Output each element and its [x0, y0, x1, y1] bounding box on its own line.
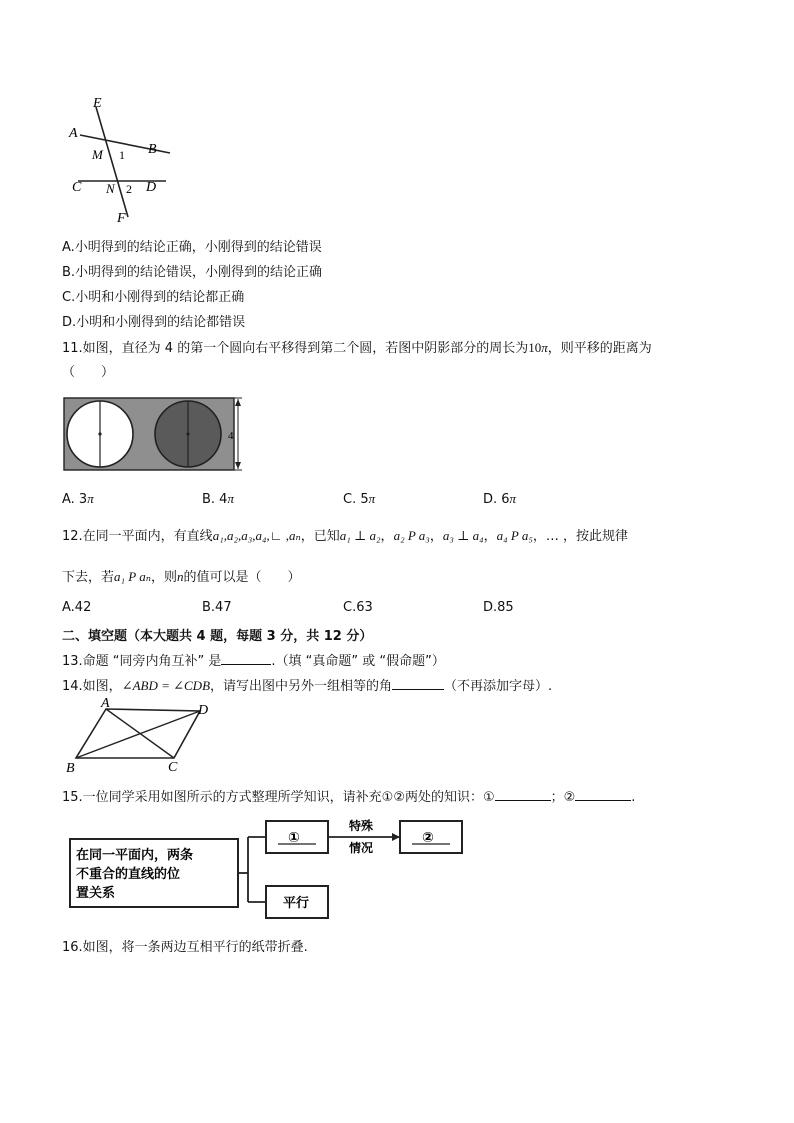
- q15-blank-2[interactable]: [575, 788, 631, 801]
- label-C: C: [72, 180, 82, 195]
- parallel-box-label: 平行: [283, 896, 310, 911]
- label-E: E: [93, 96, 102, 111]
- q12-stem-line2: 下去，若a₁ P aₙ，则n的值可以是（ ）: [62, 569, 301, 585]
- special-case-line-2: 情况: [349, 841, 374, 855]
- q11-paren: （ ）: [62, 365, 115, 380]
- label-D: D: [146, 180, 157, 195]
- q14-answer-blank[interactable]: [392, 677, 444, 690]
- label-N: N: [106, 181, 115, 196]
- q10-option-d: D.小明和小刚得到的结论都错误: [62, 315, 246, 330]
- section-heading: 二、填空题（本大题共 4 题，每题 3 分，共 12 分）: [62, 629, 373, 644]
- q12-option-a: A.42: [62, 600, 92, 615]
- label-A: A: [101, 696, 110, 711]
- q15: 15.一位同学采用如图所示的方式整理所学知识，请补充①②两处的知识：① ；② .: [62, 790, 636, 805]
- label-A: A: [69, 126, 78, 141]
- label-M: M: [92, 147, 103, 162]
- label-B: B: [66, 761, 75, 776]
- q13-answer-blank[interactable]: [221, 652, 271, 665]
- q12-option-c: C.63: [343, 600, 373, 615]
- q12-option-b: B.47: [202, 600, 232, 615]
- q11-stem: 11.如图，直径为 4 的第一个圆向右平移得到第二个圆，若图中阴影部分的周长为10π，则平移的距离为: [62, 340, 652, 356]
- q10-option-a: A.小明得到的结论正确，小刚得到的结论错误: [62, 240, 322, 255]
- knowledge-diagram-q15: [62, 813, 472, 925]
- label-C: C: [168, 760, 178, 775]
- q14: 14.如图，∠ABD = ∠CDB，请写出图中另外一组相等的角 （不再添加字母）.: [62, 678, 553, 694]
- q11-option-c: C. 5π: [343, 491, 376, 507]
- q11-option-a: A. 3π: [62, 491, 94, 507]
- parallelogram-figure-q14: [62, 696, 222, 776]
- q10-option-c: C.小明和小刚得到的结论都正确: [62, 290, 245, 305]
- q11-option-b: B. 4π: [202, 491, 234, 507]
- box-1-label: ①: [288, 830, 300, 846]
- main-box-line-1: 在同一平面内，两条: [76, 848, 194, 863]
- q13: 13.命题 “同旁内角互补” 是 .（填 “真命题” 或 “假命题”）: [62, 654, 445, 669]
- label-1: 1: [119, 148, 125, 162]
- label-2: 2: [126, 182, 132, 196]
- q15-blank-1[interactable]: [495, 788, 551, 801]
- label-D: D: [198, 703, 209, 718]
- q11-option-d: D. 6π: [483, 491, 517, 507]
- label-B: B: [148, 142, 157, 157]
- q16: 16.如图，将一条两边互相平行的纸带折叠.: [62, 940, 308, 955]
- special-case-line-1: 特殊: [349, 819, 374, 833]
- angle-figure-q10: [66, 95, 176, 225]
- circles-figure-q11: [62, 393, 248, 475]
- main-box-line-3: 置关系: [76, 886, 116, 901]
- q12-stem-line1: 12.在同一平面内，有直线a₁,a₂,a₃,a₄,∟ ,aₙ，已知a₁ ⊥ a₂，a₂ P a₃，a₃ ⊥ a₄，a₄ P a₅，… ，按此规律: [62, 528, 628, 544]
- label-F: F: [117, 211, 126, 225]
- dimension-4: 4: [228, 430, 234, 442]
- box-2-label: ②: [422, 830, 434, 846]
- main-box-line-2: 不重合的直线的位: [76, 867, 181, 882]
- q12-option-d: D.85: [483, 600, 514, 615]
- q10-option-b: B.小明得到的结论错误，小刚得到的结论正确: [62, 265, 323, 280]
